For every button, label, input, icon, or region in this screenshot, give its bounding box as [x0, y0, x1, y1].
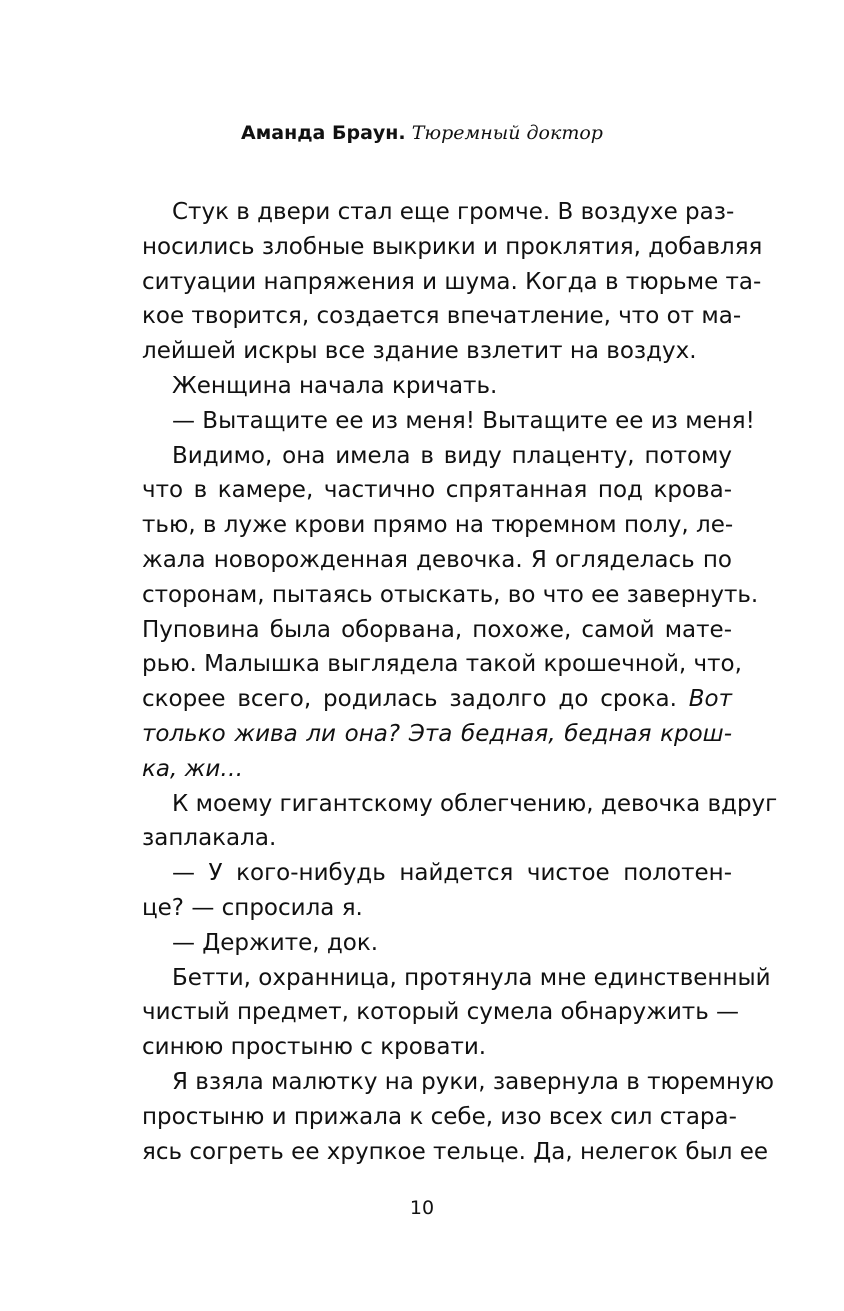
- text-line-content: простыню и прижала к себе, изо всех сил стара-: [142, 1103, 737, 1130]
- text-line: [142, 647, 742, 682]
- italic-thought: Вот: [688, 686, 732, 713]
- text-line: [142, 1030, 732, 1065]
- text-line: [142, 961, 771, 996]
- running-header: [0, 118, 844, 148]
- text-line-content: синюю простыню с кровати.: [142, 1034, 487, 1061]
- text-line: [142, 752, 732, 787]
- text-line: [142, 230, 763, 265]
- text-line: [142, 717, 732, 752]
- text-line-content: К моему гигантскому облегчению, девочка вдруг: [172, 790, 778, 817]
- text-line: [142, 613, 732, 648]
- text-line-content: сторонам, пытаясь отыскать, во что ее завернуть.: [142, 581, 759, 608]
- text-line: [142, 787, 778, 822]
- text-line-content: Бетти, охранница, протянула мне единственный: [172, 964, 771, 991]
- text-line: [142, 926, 732, 961]
- text-line-content: — Вытащите ее из меня! Вытащите ее из меня!: [172, 407, 755, 434]
- text-line-content: Видимо, она имела в виду плаценту, потому: [172, 442, 732, 469]
- text-line: [142, 856, 732, 891]
- text-line: [142, 473, 732, 508]
- header-author: Аманда Браун.: [241, 122, 406, 144]
- text-line-content: чистый предмет, который сумела обнаружить —: [142, 999, 740, 1026]
- text-line: [142, 299, 742, 334]
- page-number: 10: [409, 1197, 435, 1219]
- text-line-content: носились злобные выкрики и проклятия, добавляя: [142, 233, 763, 260]
- text-line: [142, 578, 759, 613]
- header-book-title: Тюремный доктор: [411, 122, 603, 144]
- text-line: [142, 682, 732, 717]
- text-line: [142, 543, 732, 578]
- text-line-content: Я взяла малютку на руки, завернула в тюремную: [172, 1068, 774, 1095]
- text-line-content: кое творится, создается впечатление, что от ма-: [142, 303, 742, 330]
- text-line-content: скорее всего, родилась задолго до срока.: [142, 686, 677, 713]
- text-line-content: — Держите, док.: [172, 929, 379, 956]
- text-line-content: Пуповина была оборвана, похоже, самой мате-: [142, 616, 732, 643]
- text-line: [142, 508, 732, 543]
- text-line: [142, 891, 732, 926]
- text-line-content: рью. Малышка выглядела такой крошечной, что,: [142, 651, 742, 678]
- text-line: [142, 1065, 774, 1100]
- text-line-content: Женщина начала кричать.: [172, 372, 498, 399]
- text-line: [142, 1135, 769, 1170]
- text-line-content: — У кого-нибудь найдется чистое полотен-: [172, 860, 732, 887]
- text-line-content: ситуации напряжения и шума. Когда в тюрьме та-: [142, 268, 762, 295]
- text-line: [142, 995, 740, 1030]
- text-line: [142, 334, 732, 369]
- italic-thought: только жива ли она? Эта бедная, бедная крош-: [142, 720, 732, 747]
- text-line-content: Стук в двери стал еще громче. В воздухе раз-: [172, 199, 735, 225]
- text-line: [142, 369, 732, 404]
- text-line: [142, 439, 732, 474]
- text-line-content: тью, в луже крови прямо на тюремном полу, ле-: [142, 512, 734, 539]
- text-line: [142, 195, 735, 230]
- text-line-content: что в камере, частично спрятанная под крова-: [142, 477, 732, 504]
- text-line-content: заплакала.: [142, 825, 277, 852]
- text-line-content: жала новорожденная девочка. Я огляделась по: [142, 546, 732, 573]
- text-line: [142, 1100, 737, 1135]
- text-line-content: це? — спросила я.: [142, 894, 363, 921]
- text-line-content: лейшей искры все здание взлетит на воздух.: [142, 338, 697, 365]
- page-body-text: [142, 195, 778, 1169]
- text-line-content: ясь согреть ее хрупкое тельце. Да, нелегок был ее: [142, 1138, 769, 1165]
- italic-thought: ка, жи…: [142, 755, 244, 782]
- text-line: [142, 404, 755, 439]
- text-line: [142, 265, 762, 300]
- text-line: [142, 821, 732, 856]
